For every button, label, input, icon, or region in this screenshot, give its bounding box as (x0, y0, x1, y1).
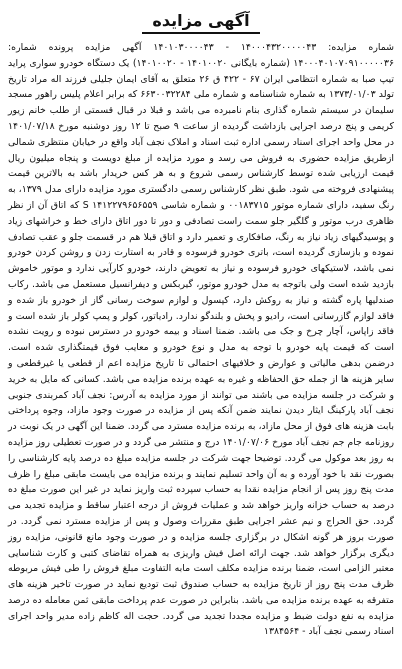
notice-body (8, 40, 394, 640)
notice-title: آگهی مزایده (142, 10, 259, 34)
notice-paragraph: شماره مزایده: ۱۴۰۰۰۴۳۲۰۰۰۰۰۴۳ - ۱۴۰۱۰۳۰۰۰۰۴۳ آگهی مزایده پرونده شماره: ۱۴۰۰۰۴۰۱۰۷۰۹۱۰۰۰۰۰۳۶ (شماره بایگانی ۱۴۰۱۰۰۲۰ - ۱۴۰۱۰۰۲۰) یک دستگاه خودرو سواری پراید تیپ صبا به شماره انتظامی ایران ۶۷ - ۴۲۲ ق ۲۶ متعلق به آقای ایمان جلیلی فرزند اله مراد تاریخ تولد ۱۳۷۳/۰۱/۰۳ به شماره شناسنامه و شماره ملی ۶۶۳۰۰۳۲۲۸۴ که برابر اعلام پلیس راهور مسجد سلیمان در سیستم شماره گذاری بنام نامبرده می باشد و قبلا در قبال قسمتی از طلب خانم زیور کریمی و پنج درصد اجرایی بازداشت گردیده از ساعت ۹ صبح تا ۱۲ روز دوشنبه مورخ ۱۴۰۱/۰۷/۱۸ در محل واحد اجرای اسناد رسمی اداره ثبت اسناد و املاک نجف آباد واقع در خیابان منتظری شمالی ازطریق مزایده حضوری به فروش می رسد و مورد مزایده از مبلغ دویست و پنجاه میلیون ریال قیمت ارزیابی شده توسط کارشناس رسمی شروع و به هر کس خریدار باشد به بالاترین قیمت پیشنهادی فروخته می شود. طبق نظر کارشناس رسمی دادگستری مورد مزایده دارای مدل ۱۳۷۹، به رنگ سفید، دارای شماره موتور ۰۰۱۸۳۷۱۵ و شماره شاسی S ۱۴۱۲۲۷۹۶۵۶۵۵۹ که اتاق آن از نظر ظاهری درب موتور و گلگیر جلو سمت راست تصادفی و دور تا دور اتاق دارای خط و خراشهای زیاد و پوسیدگیهای زیاد نیاز به رنگ، صافکاری و تعمیر دارد و اتاق قبلا هم در قسمت جلو و عقب تصادف نموده و بازسازی گردیده است، باتری خودرو فرسوده و قادر به استارت زدن و روشن کردن خودرو نمی باشد، لاستیکهای خودرو فرسوده و نیاز به تعویض دارند، خودرو کارآیی ندارد و موتور خاموش بازدید شده است ولی باتوجه به مدل خودرو موتور، گیربکس و دیفرانسیل مستعمل می باشد. رکاب صندلیها پاره گشته و نیاز به روکش دارد، کپسول و لوازم سوخت رسانی گاز از خودرو باز شده و فاقد لوازم گازرسانی است، رادیو و پخش و بلندگو ندارد. رادیاتور، کولر و پمپ کولر باز شده است و فاقد زاپاس، آچار چرخ و جک می باشد. ضمنا اسناد و بیمه خودرو در دسترس نبوده و رویت نشده است که قیمت پایه خودرو با توجه به مدل و نوع خودرو و معایب فوق قیمتگذاری شده است. درضمن بدهی مالیاتی و عوارض و خلافیهای احتمالی تا تاریخ مزایده اعم از قطعی یا غیرقطعی و سایر هزینه ها از جمله حق الحفاظه و غیره به عهده برنده مزایده می باشد. کسانی که مایل به خرید و شرکت در جلسه مزایده می باشند می توانند از مورد مزایده به آدرس: نجف آباد کمربندی جنوبی نجف آباد پارکینگ ایثار دیدن نمایند ضمن آنکه پس از مزایده در صورت وجود مازاد، وجوه پرداختی بابت هزینه های فوق از محل مازاد، به برنده مزایده مسترد می گردد. ضمنا این آگهی در یک نوبت در روزنامه جام جم نجف آباد مورخ ۱۴۰۱/۰۷/۰۶ درج و منتشر می گردد و در صورت تعطیلی روز مزایده به روز بعد موکول می گردد. توضیحا جهت شرکت در جلسه مزایده مبلغ ده درصد پایه کارشناسی را بصورت نقد با خود آورده و به آن واحد تسلیم نمایند و برنده مزایده می بایست مابقی مبلغ را ظرف مدت پنج روز پس از انجام مزایده نقدا به حساب سپرده ثبت واریز نماید در غیر این صورت مبلغ ده درصد به حساب خزانه واریز خواهد شد و عملیات فروش از درجه اعتبار ساقط و مزایده تجدید می گردد. حق الحراج و نیم عشر اجرایی طبق مقررات وصول و پس از مزایده مسترد نمی گردد. در صورت بروز هر گونه اشکال در برگزاری جلسه مزایده و در صورت وجود مانع قانونی، مزایده روز دیگری برگزار خواهد شد. جهت ارائه اصل فیش واریزی به همراه تقاضای کتبی و کارت شناسایی معتبر الزامی است، ضمنا برنده مزایده مکلف است مابه التفاوت مبلغ فروش را طی فیش مربوطه ظرف مدت پنج روز از تاریخ مزایده به حساب صندوق ثبت تودیع نماید در صورت تاخیر هزینه های متفرقه به عهده برنده مزایده می باشد. بنابراین در صورت عدم پرداخت مابقی ثمن معامله ده درصد مزایده به نفع دولت ضبط و مزایده مجددا تجدید می گردد. حجت اله کاظم زاده مدیر واحد اجرای اسناد رسمی نجف آباد - ۱۳۸۴۵۶۴ (8, 42, 395, 638)
title-wrap (8, 8, 394, 34)
auction-notice (8, 8, 394, 653)
